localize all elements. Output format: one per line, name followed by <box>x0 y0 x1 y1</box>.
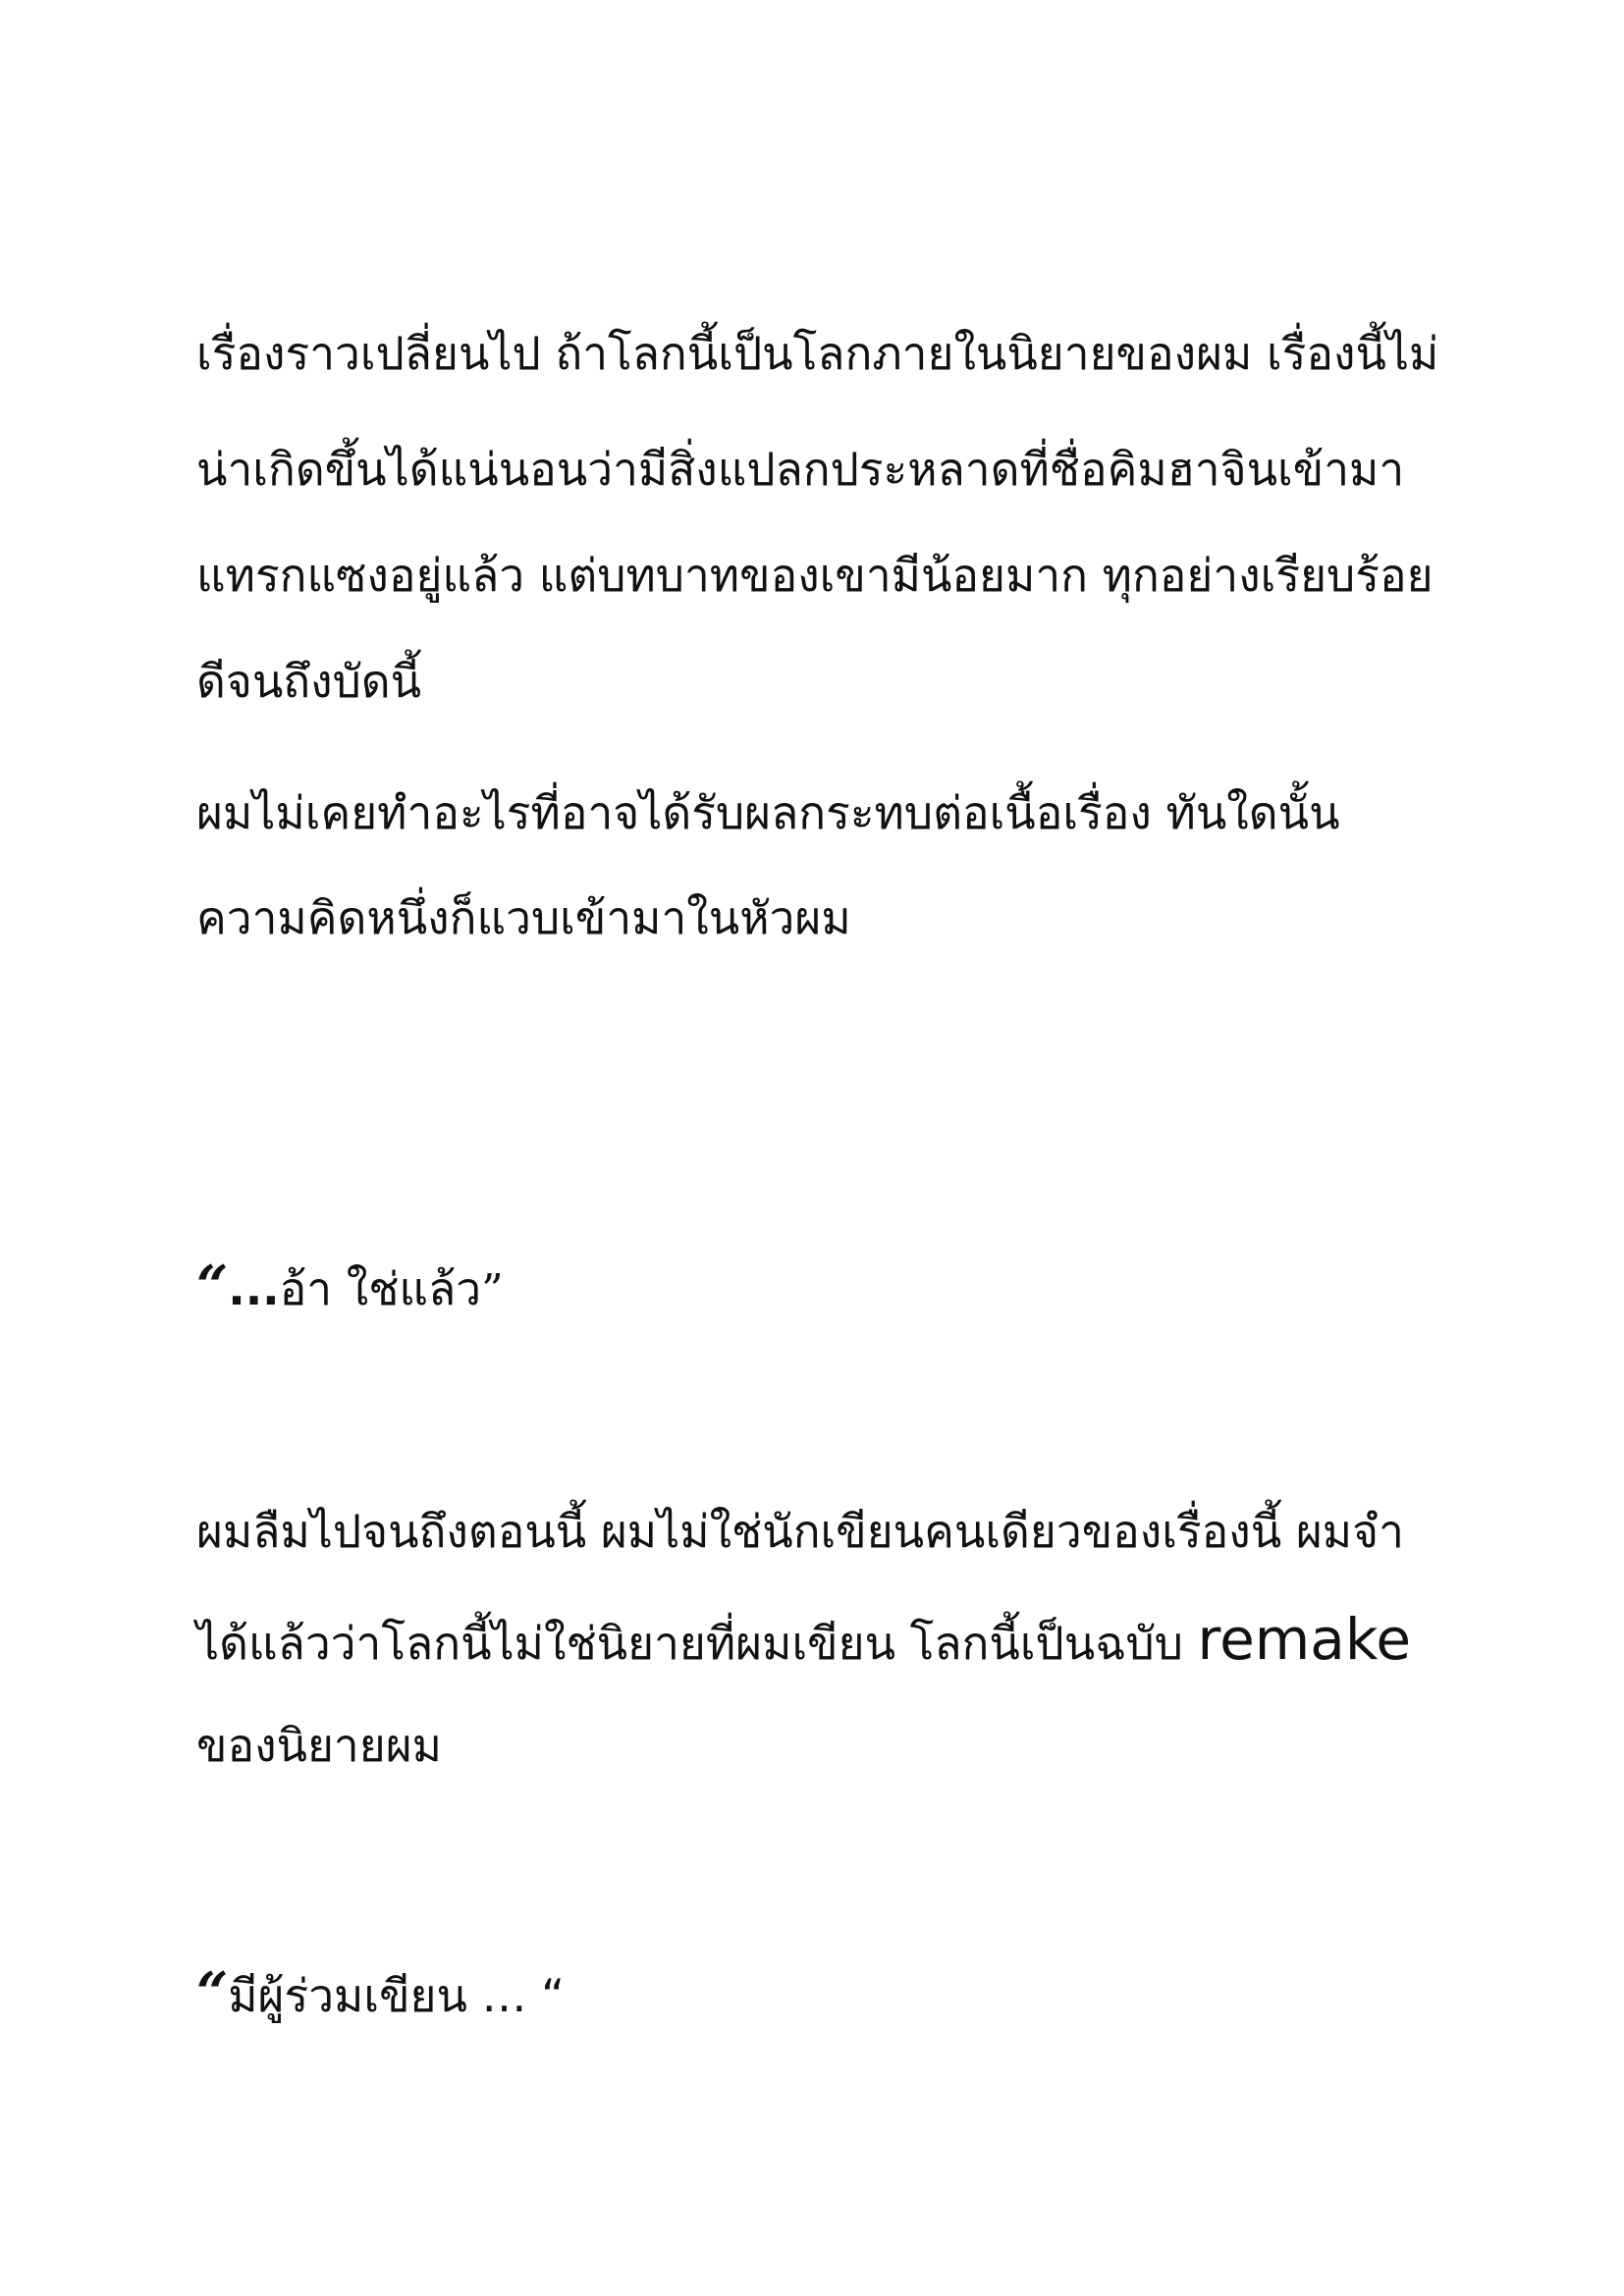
paragraph-1-line-3: แทรกแซงอยู่แล้ว แต่บทบาทของเขามีน้อยมาก ทุกอย่างเรียบร้อย <box>196 549 1434 602</box>
close-quote-mark: ” <box>481 1265 504 1315</box>
paragraph-3-line-3: ของนิยายผม <box>196 1719 442 1772</box>
open-quote-mark-2: “ <box>196 1960 229 2025</box>
paragraph-3-line-1: ผมลืมไปจนถึงตอนนี้ ผมไม่ใช่นักเขียนคนเดียวของเรื่องนี้ ผมจำ <box>196 1505 1404 1558</box>
dialogue-quote-1 <box>196 1256 504 1320</box>
dialogue-text: อ้า ใช่แล้ว <box>279 1262 482 1315</box>
dialogue-text-2: มีผู้ร่วมเขียน … “ <box>228 1969 565 2022</box>
open-quote-mark: “ <box>196 1254 229 1318</box>
paragraph-2-line-2: ความคิดหนึ่งก็แวบเข้ามาในหัวผม <box>196 891 851 944</box>
paragraph-2-line-1: ผมไม่เคยทำอะไรที่อาจได้รับผลกระทบต่อเนื้อเรื่อง ทันใดนั้น <box>196 786 1340 839</box>
paragraph-1-line-4: ดีจนถึงบัดนี้ <box>196 655 422 708</box>
remake-word: remake <box>1197 1606 1412 1673</box>
ellipsis: ... <box>228 1262 280 1315</box>
paragraph-1-line-1: เรื่องราวเปลี่ยนไป ถ้าโลกนี้เป็นโลกภายในนิยายของผม เรื่องนี้ไม่ <box>196 327 1439 380</box>
paragraph-3-line-2-text: ได้แล้วว่าโลกนี้ไม่ใช่นิยายที่ผมเขียน โลกนี้เป็นฉบับ <box>196 1617 1198 1670</box>
paragraph-3-line-2 <box>196 1606 1412 1673</box>
dialogue-quote-2 <box>196 1960 565 2025</box>
paragraph-1-line-2: น่าเกิดขึ้นได้แน่นอนว่ามีสิ่งแปลกประหลาดที่ชื่อคิมฮาจินเข้ามา <box>196 443 1405 496</box>
